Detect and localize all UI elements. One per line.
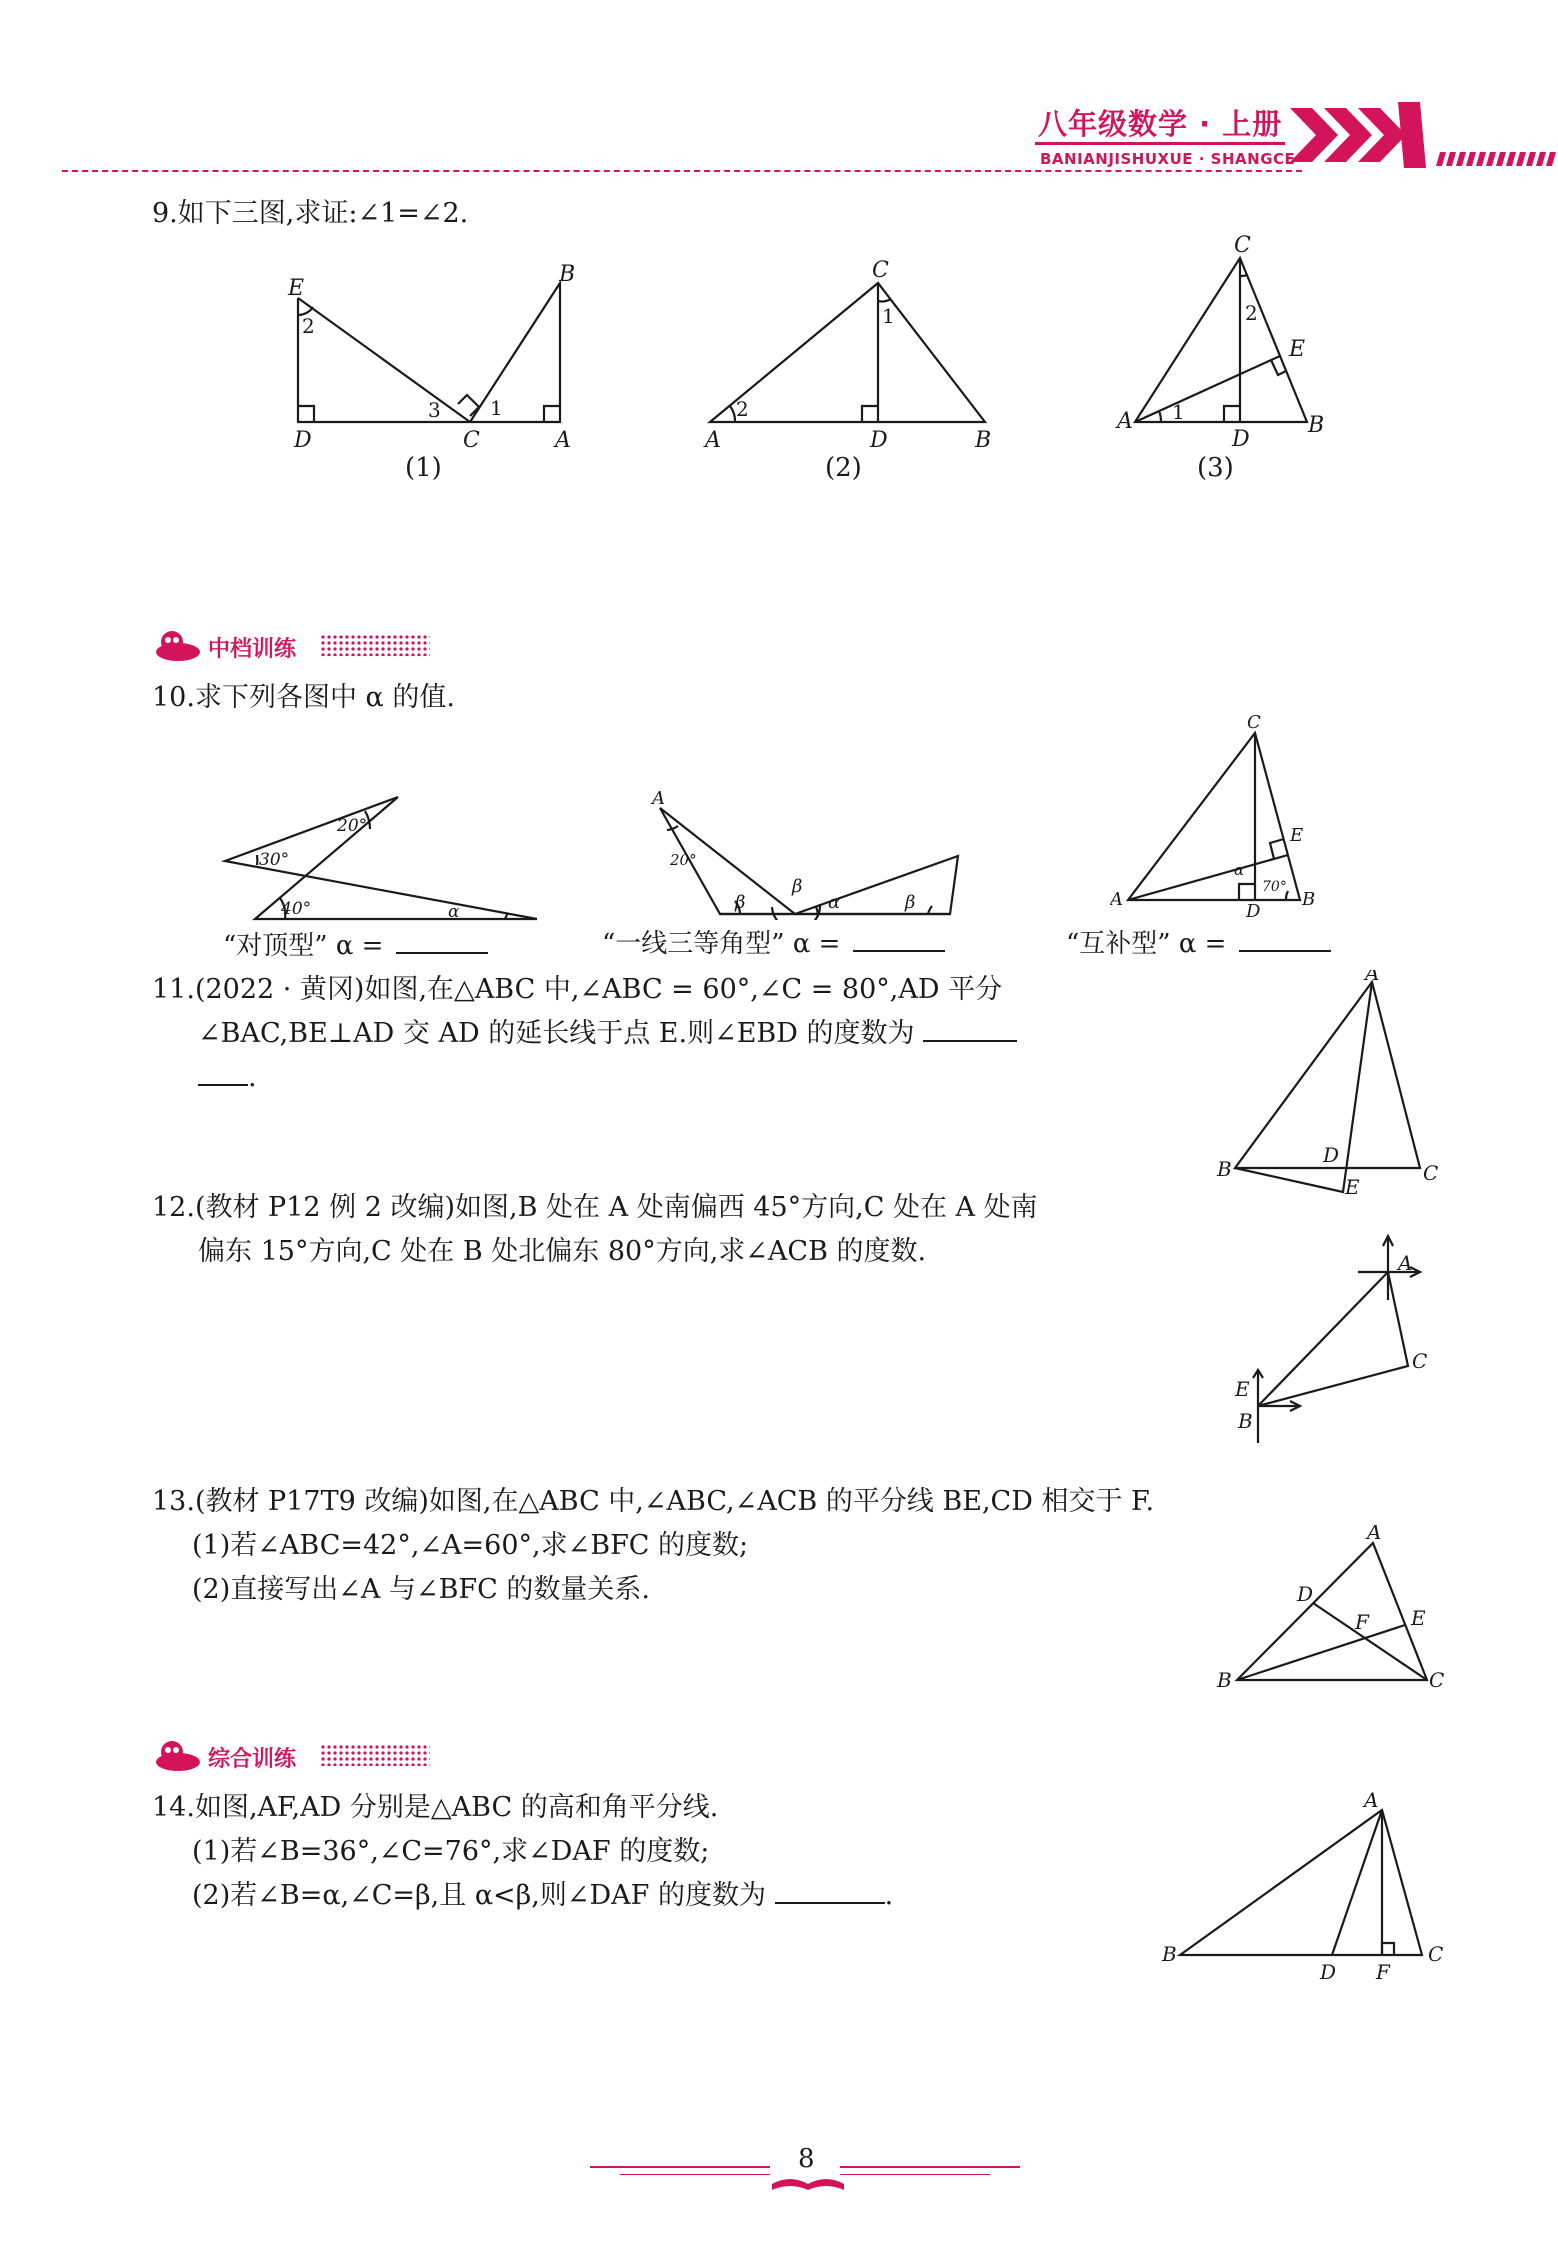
open-book-icon xyxy=(768,2174,848,2192)
q9-caption-3: (3) xyxy=(1197,453,1234,483)
q10-label-vertical xyxy=(223,925,488,962)
header-chevrons-icon xyxy=(1290,100,1558,170)
q9-caption-2: (2) xyxy=(825,453,862,483)
q14-line-1: 14.如图,AF,AD 分别是△ABC 的高和角平分线. xyxy=(152,1792,719,1823)
svg-text:20°: 20° xyxy=(670,851,697,869)
svg-text:A: A xyxy=(1365,970,1380,985)
question-9-text: 9.如下三图,求证:∠1=∠2. xyxy=(152,198,469,229)
q9-figure-2 xyxy=(690,255,1010,483)
section-header-comprehensive xyxy=(152,1738,432,1774)
svg-text:β: β xyxy=(792,876,803,897)
page-header xyxy=(0,0,1558,180)
svg-text:B: B xyxy=(1238,1409,1253,1433)
svg-text:α: α xyxy=(448,902,460,922)
header-title-underline xyxy=(1035,142,1285,145)
section-header-middle xyxy=(152,628,432,664)
footer-rule-right xyxy=(840,2166,1020,2168)
q10-label-collinear xyxy=(602,923,945,960)
q11-answer-blank[interactable] xyxy=(923,1014,1017,1042)
q14-line-2: (1)若∠B=36°,∠C=76°,求∠DAF 的度数; xyxy=(192,1836,710,1867)
footer-rule-left-2 xyxy=(620,2174,770,2175)
svg-text:B: B xyxy=(559,262,576,287)
svg-text:A: A xyxy=(1398,1251,1413,1275)
header-subtitle: BANIANJISHUXUE · SHANGCE xyxy=(1040,150,1296,168)
svg-text:70°: 70° xyxy=(1262,879,1287,895)
svg-text:A: A xyxy=(652,788,665,809)
q11-line-1: 11.(2022 · 黄冈)如图,在△ABC 中,∠ABC = 60°,∠C = 80°,AD 平分 xyxy=(152,974,1003,1005)
q11-figure xyxy=(1215,970,1455,1214)
svg-text:D: D xyxy=(1246,901,1261,920)
svg-text:2: 2 xyxy=(736,397,749,421)
owl-icon xyxy=(152,628,204,664)
q10-figure-supplementary xyxy=(1066,715,1330,959)
section-dots xyxy=(320,634,430,656)
svg-text:C: C xyxy=(463,428,480,453)
svg-text:E: E xyxy=(288,276,305,301)
question-14-text: 14.如图,AF,AD 分别是△ABC 的高和角平分线. (1)若∠B=36°,∠C=76°,求∠DAF 的度数; (2)若∠B=α,∠C=β,且 α<β,则∠DAF 的度数为 . xyxy=(152,1792,894,1911)
svg-text:C: C xyxy=(1234,233,1251,258)
section-dots xyxy=(320,1744,430,1766)
q10-figure-collinear xyxy=(602,780,970,959)
svg-text:F: F xyxy=(1355,1610,1369,1634)
svg-text:B: B xyxy=(1162,1942,1177,1966)
svg-text:β: β xyxy=(735,892,746,913)
q12-line-1: 12.(教材 P12 例 2 改编)如图,B 处在 A 处南偏西 45°方向,C 处在 A 处南 xyxy=(152,1192,1038,1223)
q14-figure xyxy=(1160,1785,1450,1989)
q9-caption-1: (1) xyxy=(405,453,442,483)
svg-text:C: C xyxy=(1428,1942,1444,1966)
svg-text:2: 2 xyxy=(1245,301,1258,325)
svg-text:B: B xyxy=(1302,889,1316,910)
svg-text:C: C xyxy=(1412,1349,1428,1373)
svg-text:20°: 20° xyxy=(337,816,368,836)
q12-line-2: 偏东 15°方向,C 处在 B 处北偏东 80°方向,求∠ACB 的度数. xyxy=(198,1236,927,1267)
svg-text:α: α xyxy=(828,892,841,913)
q10-answer-blank-1[interactable] xyxy=(396,926,488,954)
header-divider xyxy=(62,170,1302,172)
svg-text:E: E xyxy=(1235,1377,1250,1401)
svg-text:C: C xyxy=(1429,1668,1445,1692)
q10-figure-vertical xyxy=(215,785,545,961)
svg-text:D: D xyxy=(1297,1582,1314,1606)
svg-text:α: α xyxy=(1234,861,1245,879)
question-12-text xyxy=(152,1186,1038,1274)
svg-text:30°: 30° xyxy=(259,850,290,870)
q10-label-supplementary-text: “互补型” α = xyxy=(1066,929,1227,959)
svg-text:A: A xyxy=(1364,1788,1379,1812)
svg-text:A: A xyxy=(1110,889,1123,910)
svg-text:β: β xyxy=(905,892,916,913)
question-11-text: 11.(2022 · 黄冈)如图,在△ABC 中,∠ABC = 60°,∠C = 80°,AD 平分 ∠BAC,BE⊥AD 交 AD 的延长线于点 E.则∠EBD 的度数为 . xyxy=(152,968,1017,1100)
svg-text:C: C xyxy=(1423,1161,1439,1185)
q12-figure xyxy=(1210,1228,1450,1447)
q9-figure-1 xyxy=(280,255,600,483)
question-13-text xyxy=(152,1480,1154,1612)
q11-answer-blank-continued[interactable] xyxy=(198,1058,248,1086)
svg-text:F: F xyxy=(1376,1960,1390,1984)
svg-text:D: D xyxy=(1232,427,1250,452)
svg-text:E: E xyxy=(1345,1175,1360,1199)
footer-rule-right-2 xyxy=(840,2174,990,2175)
q14-line-3: (2)若∠B=α,∠C=β,且 α<β,则∠DAF 的度数为 xyxy=(192,1880,766,1911)
svg-text:3: 3 xyxy=(428,398,441,422)
svg-text:B: B xyxy=(1308,413,1325,438)
svg-text:1: 1 xyxy=(490,396,503,420)
q10-label-collinear-text: “一线三等角型” α = xyxy=(602,929,841,959)
svg-text:1: 1 xyxy=(1172,400,1185,424)
header-title: 八年级数学 · 上册 xyxy=(1038,107,1283,141)
q11-line-2: ∠BAC,BE⊥AD 交 AD 的延长线于点 E.则∠EBD 的度数为 xyxy=(198,1018,915,1049)
q10-answer-blank-3[interactable] xyxy=(1239,924,1331,952)
svg-text:B: B xyxy=(975,428,992,453)
svg-text:E: E xyxy=(1289,337,1306,362)
svg-text:C: C xyxy=(872,258,889,283)
svg-text:E: E xyxy=(1411,1606,1426,1630)
q13-figure xyxy=(1215,1525,1455,1699)
svg-text:C: C xyxy=(1247,715,1261,733)
q14-answer-blank[interactable] xyxy=(775,1876,885,1904)
svg-text:A: A xyxy=(555,428,571,453)
svg-text:D: D xyxy=(1320,1960,1337,1984)
q13-line-1: 13.(教材 P17T9 改编)如图,在△ABC 中,∠ABC,∠ACB 的平分线 BE,CD 相交于 F. xyxy=(152,1486,1155,1517)
section-label-comprehensive: 综合训练 xyxy=(208,1747,297,1772)
q10-answer-blank-2[interactable] xyxy=(853,924,945,952)
svg-text:D: D xyxy=(1323,1143,1340,1167)
svg-text:B: B xyxy=(1217,1157,1232,1181)
footer-rule-left xyxy=(590,2166,770,2168)
section-label-middle: 中档训练 xyxy=(208,637,297,662)
svg-text:D: D xyxy=(870,428,888,453)
svg-text:A: A xyxy=(705,428,721,453)
owl-icon xyxy=(152,1738,204,1774)
page-number: 8 xyxy=(798,2144,815,2174)
q10-label-vertical-text: “对顶型” α = xyxy=(223,931,384,961)
svg-text:1: 1 xyxy=(882,304,895,328)
q10-label-supplementary xyxy=(1066,923,1331,960)
q13-line-3: (2)直接写出∠A 与∠BFC 的数量关系. xyxy=(192,1574,650,1605)
svg-text:40°: 40° xyxy=(281,899,312,919)
svg-text:D: D xyxy=(294,428,312,453)
svg-text:A: A xyxy=(1117,409,1133,434)
svg-text:B: B xyxy=(1217,1668,1232,1692)
svg-text:E: E xyxy=(1290,825,1304,846)
q13-line-2: (1)若∠ABC=42°,∠A=60°,求∠BFC 的度数; xyxy=(192,1530,749,1561)
q9-figure-3 xyxy=(1115,228,1355,483)
question-10-text: 10.求下列各图中 α 的值. xyxy=(152,682,455,713)
svg-text:2: 2 xyxy=(302,314,315,338)
svg-text:A: A xyxy=(1367,1525,1382,1544)
page-footer xyxy=(590,2144,1030,2210)
